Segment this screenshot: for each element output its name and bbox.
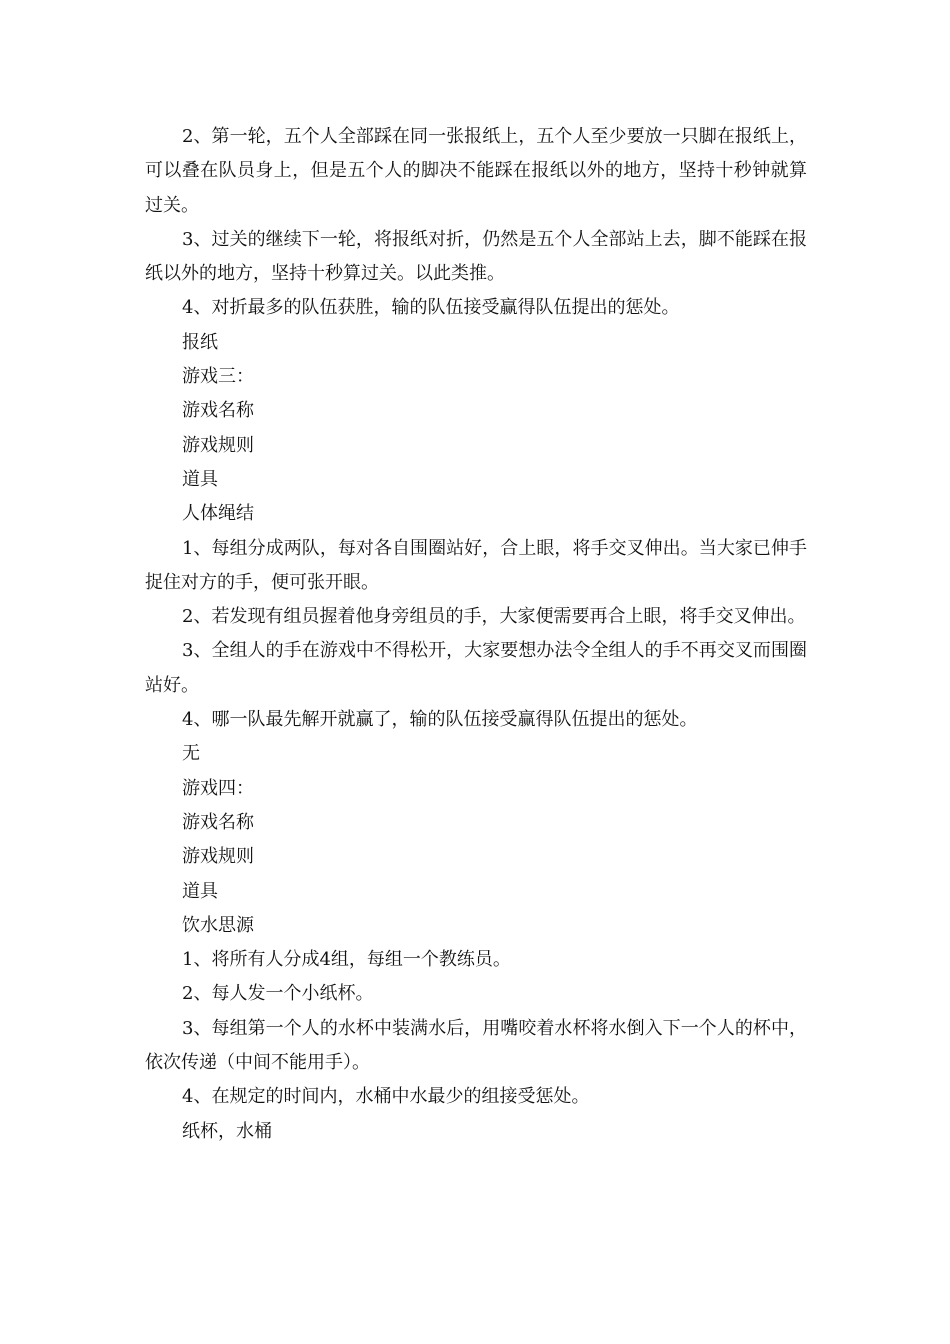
label-game3-name: 游戏名称 [182, 400, 254, 422]
paragraph-game4-rule-3: 3、每组第一个人的水杯中装满水后，用嘴咬着水杯将水倒入下一个人的杯中，依次传递（中间不能用手）。 [145, 1017, 807, 1074]
paragraph-game3-rule-1: 1、每组分成两队，每对各自围圈站好，合上眼，将手交叉伸出。当大家已伸手捉住对方的手，便可张开眼。 [145, 537, 807, 593]
paragraph-game3-rule-4: 4、哪一队最先解开就赢了，输的队伍接受赢得队伍提出的惩处。 [182, 709, 698, 731]
paragraph-game3-rule-3: 3、全组人的手在游戏中不得松开，大家要想办法令全组人的手不再交叉而围圈站好。 [145, 640, 807, 696]
paragraph-game4-name: 饮水思源 [182, 914, 254, 936]
label-game4-rules: 游戏规则 [182, 846, 254, 868]
paragraph-game3-name: 人体绳结 [182, 503, 254, 525]
paragraph-game2-rule-3: 3、过关的继续下一轮，将报纸对折，仍然是五个人全部站上去，脚不能踩在报纸以外的地方，坚持十秒算过关。以此类推。 [145, 228, 807, 285]
label-game4-name: 游戏名称 [182, 811, 254, 833]
paragraph-game3-props: 无 [182, 743, 200, 765]
paragraph-game2-props: 报纸 [182, 331, 218, 353]
label-game3-props: 道具 [182, 468, 218, 490]
heading-game3: 游戏三： [182, 366, 254, 388]
paragraph-game2-rule-4: 4、对折最多的队伍获胜，输的队伍接受赢得队伍提出的惩处。 [182, 297, 680, 319]
paragraph-game2-rule-2: 2、第一轮，五个人全部踩在同一张报纸上，五个人至少要放一只脚在报纸上，可以叠在队员身上，但是五个人的脚决不能踩在报纸以外的地方，坚持十秒钟就算过关。 [145, 126, 807, 216]
heading-game4: 游戏四： [182, 777, 254, 799]
document-body [145, 120, 807, 1149]
label-game4-props: 道具 [182, 880, 218, 902]
paragraph-game4-rule-4: 4、在规定的时间内，水桶中水最少的组接受惩处。 [182, 1086, 590, 1108]
paragraph-game4-rule-1: 1、将所有人分成4组，每组一个教练员。 [182, 949, 511, 971]
paragraph-game4-rule-2: 2、每人发一个小纸杯。 [182, 983, 374, 1005]
label-game3-rules: 游戏规则 [182, 434, 254, 456]
paragraph-game4-props: 纸杯，水桶 [182, 1120, 272, 1142]
paragraph-game3-rule-2: 2、若发现有组员握着他身旁组员的手，大家便需要再合上眼，将手交叉伸出。 [182, 606, 806, 628]
